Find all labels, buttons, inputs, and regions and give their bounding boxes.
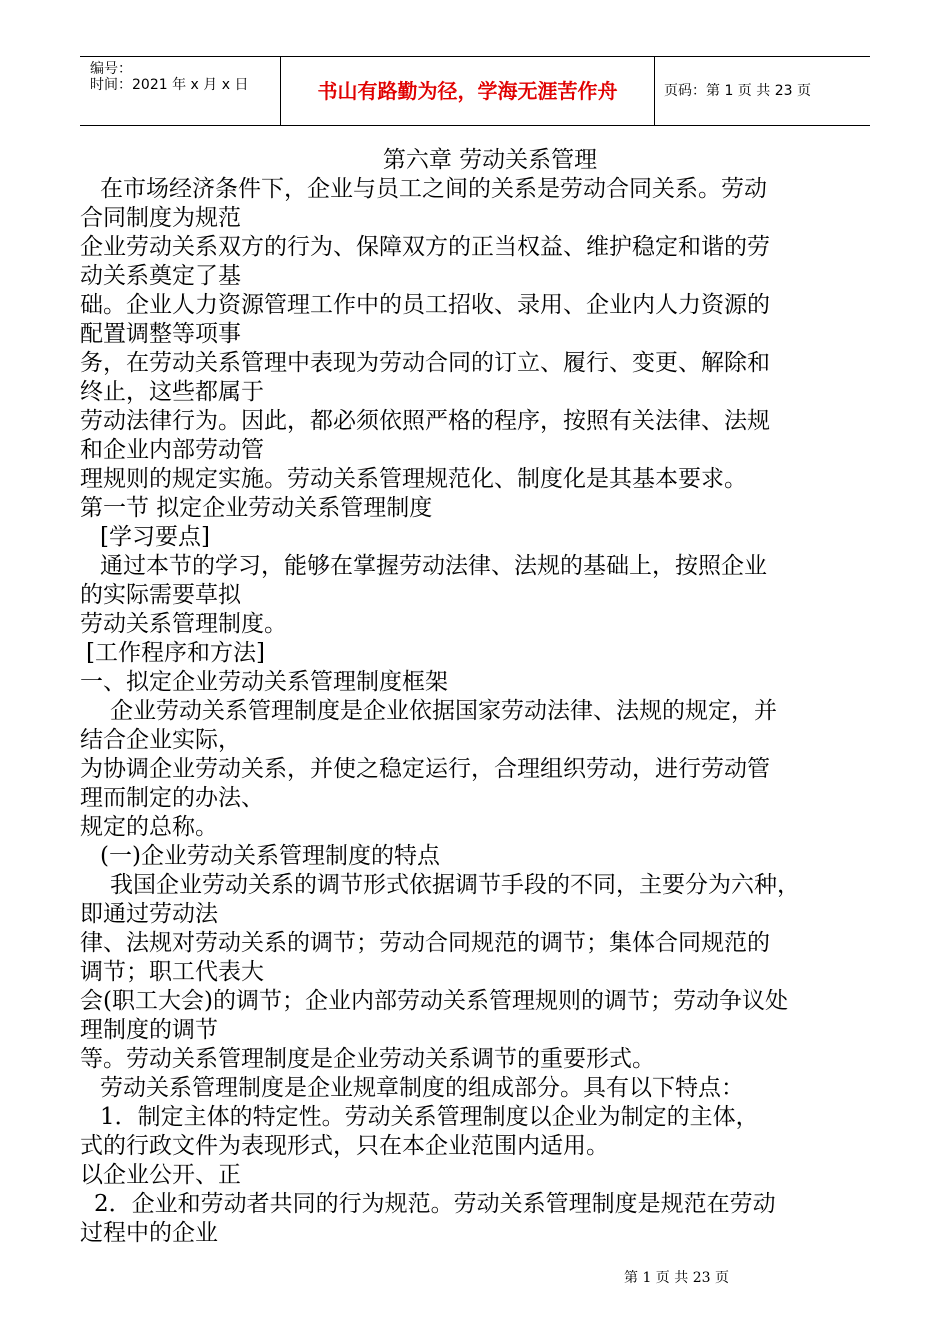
body-line: 终止，这些都属于 — [80, 379, 264, 405]
body-line: 在市场经济条件下，企业与员工之间的关系是劳动合同关系。劳动 — [100, 176, 767, 202]
body-line: 础。企业人力资源管理工作中的员工招收、录用、企业内人力资源的 — [80, 292, 770, 318]
body-line: 律、法规对劳动关系的调节；劳动合同规范的调节；集体合同规范的 — [80, 930, 770, 956]
body-line: 和企业内部劳动管 — [80, 437, 264, 463]
chapter-title: 第六章 劳动关系管理 — [382, 147, 598, 173]
body-line: 劳动关系管理制度。 — [80, 611, 287, 637]
body-line: 会(职工大会)的调节；企业内部劳动关系管理规则的调节；劳动争议处 — [80, 988, 788, 1014]
body-line: 的实际需要草拟 — [80, 582, 241, 608]
body-line: 为协调企业劳动关系，并使之稳定运行，合理组织劳动，进行劳动管 — [80, 756, 770, 782]
list-item: 2．企业和劳动者共同的行为规范。劳动关系管理制度是规范在劳动 — [94, 1191, 776, 1217]
body-line: 企业劳动关系双方的行为、保障双方的正当权益、维护稳定和谐的劳 — [80, 234, 770, 260]
body-line: 以企业公开、正 — [80, 1162, 241, 1188]
subsection-heading: (一)企业劳动关系管理制度的特点 — [100, 843, 440, 869]
body-line: 规定的总称。 — [80, 814, 218, 840]
body-line: 劳动法律行为。因此，都必须依照严格的程序，按照有关法律、法规 — [80, 408, 770, 434]
body-line: 通过本节的学习，能够在掌握劳动法律、法规的基础上，按照企业 — [100, 553, 767, 579]
body-line: 理而制定的办法、 — [80, 785, 264, 811]
body-line: 劳动关系管理制度是企业规章制度的组成部分。具有以下特点： — [100, 1075, 744, 1101]
body-line: 调节；职工代表大 — [80, 959, 264, 985]
document-number-label: 编号： — [90, 61, 132, 77]
body-line: 理规则的规定实施。劳动关系管理规范化、制度化是其基本要求。 — [80, 466, 747, 492]
body-line: 企业劳动关系管理制度是企业依据国家劳动法律、法规的规定，并 — [110, 698, 777, 724]
header-table — [80, 56, 870, 126]
header-left-cell — [80, 57, 280, 125]
header-middle-cell — [280, 57, 655, 125]
header-right-cell — [654, 57, 870, 125]
subheading-learning-points: [学习要点] — [100, 524, 210, 550]
subheading-procedures: [工作程序和方法] — [86, 640, 265, 666]
header-page-label: 页码：第 1 页 共 23 页 — [664, 83, 811, 99]
body-line: 我国企业劳动关系的调节形式依据调节手段的不同，主要分为六种， — [110, 872, 800, 898]
section-heading: 第一节 拟定企业劳动关系管理制度 — [80, 495, 433, 521]
header-motto: 书山有路勤为径，学海无涯苦作舟 — [317, 79, 618, 103]
body-line: 等。劳动关系管理制度是企业劳动关系调节的重要形式。 — [80, 1046, 655, 1072]
body-line: 务，在劳动关系管理中表现为劳动合同的订立、履行、变更、解除和 — [80, 350, 770, 376]
subsection-heading: 一、拟定企业劳动关系管理制度框架 — [80, 669, 448, 695]
body-line: 理制度的调节 — [80, 1017, 218, 1043]
body-line: 合同制度为规范 — [80, 205, 241, 231]
body-line: 结合企业实际， — [80, 727, 241, 753]
list-item: 1．制定主体的特定性。劳动关系管理制度以企业为制定的主体， — [100, 1104, 759, 1130]
body-line: 式的行政文件为表现形式，只在本企业范围内适用。 — [80, 1133, 609, 1159]
document-time-label: 时间：2021 年 x 月 x 日 — [90, 77, 249, 93]
body-line: 动关系奠定了基 — [80, 263, 241, 289]
page-footer: 第 1 页 共 23 页 — [624, 1270, 729, 1286]
document-body — [80, 146, 880, 1248]
body-line: 配置调整等项事 — [80, 321, 241, 347]
body-line: 过程中的企业 — [80, 1220, 218, 1246]
body-line: 即通过劳动法 — [80, 901, 218, 927]
